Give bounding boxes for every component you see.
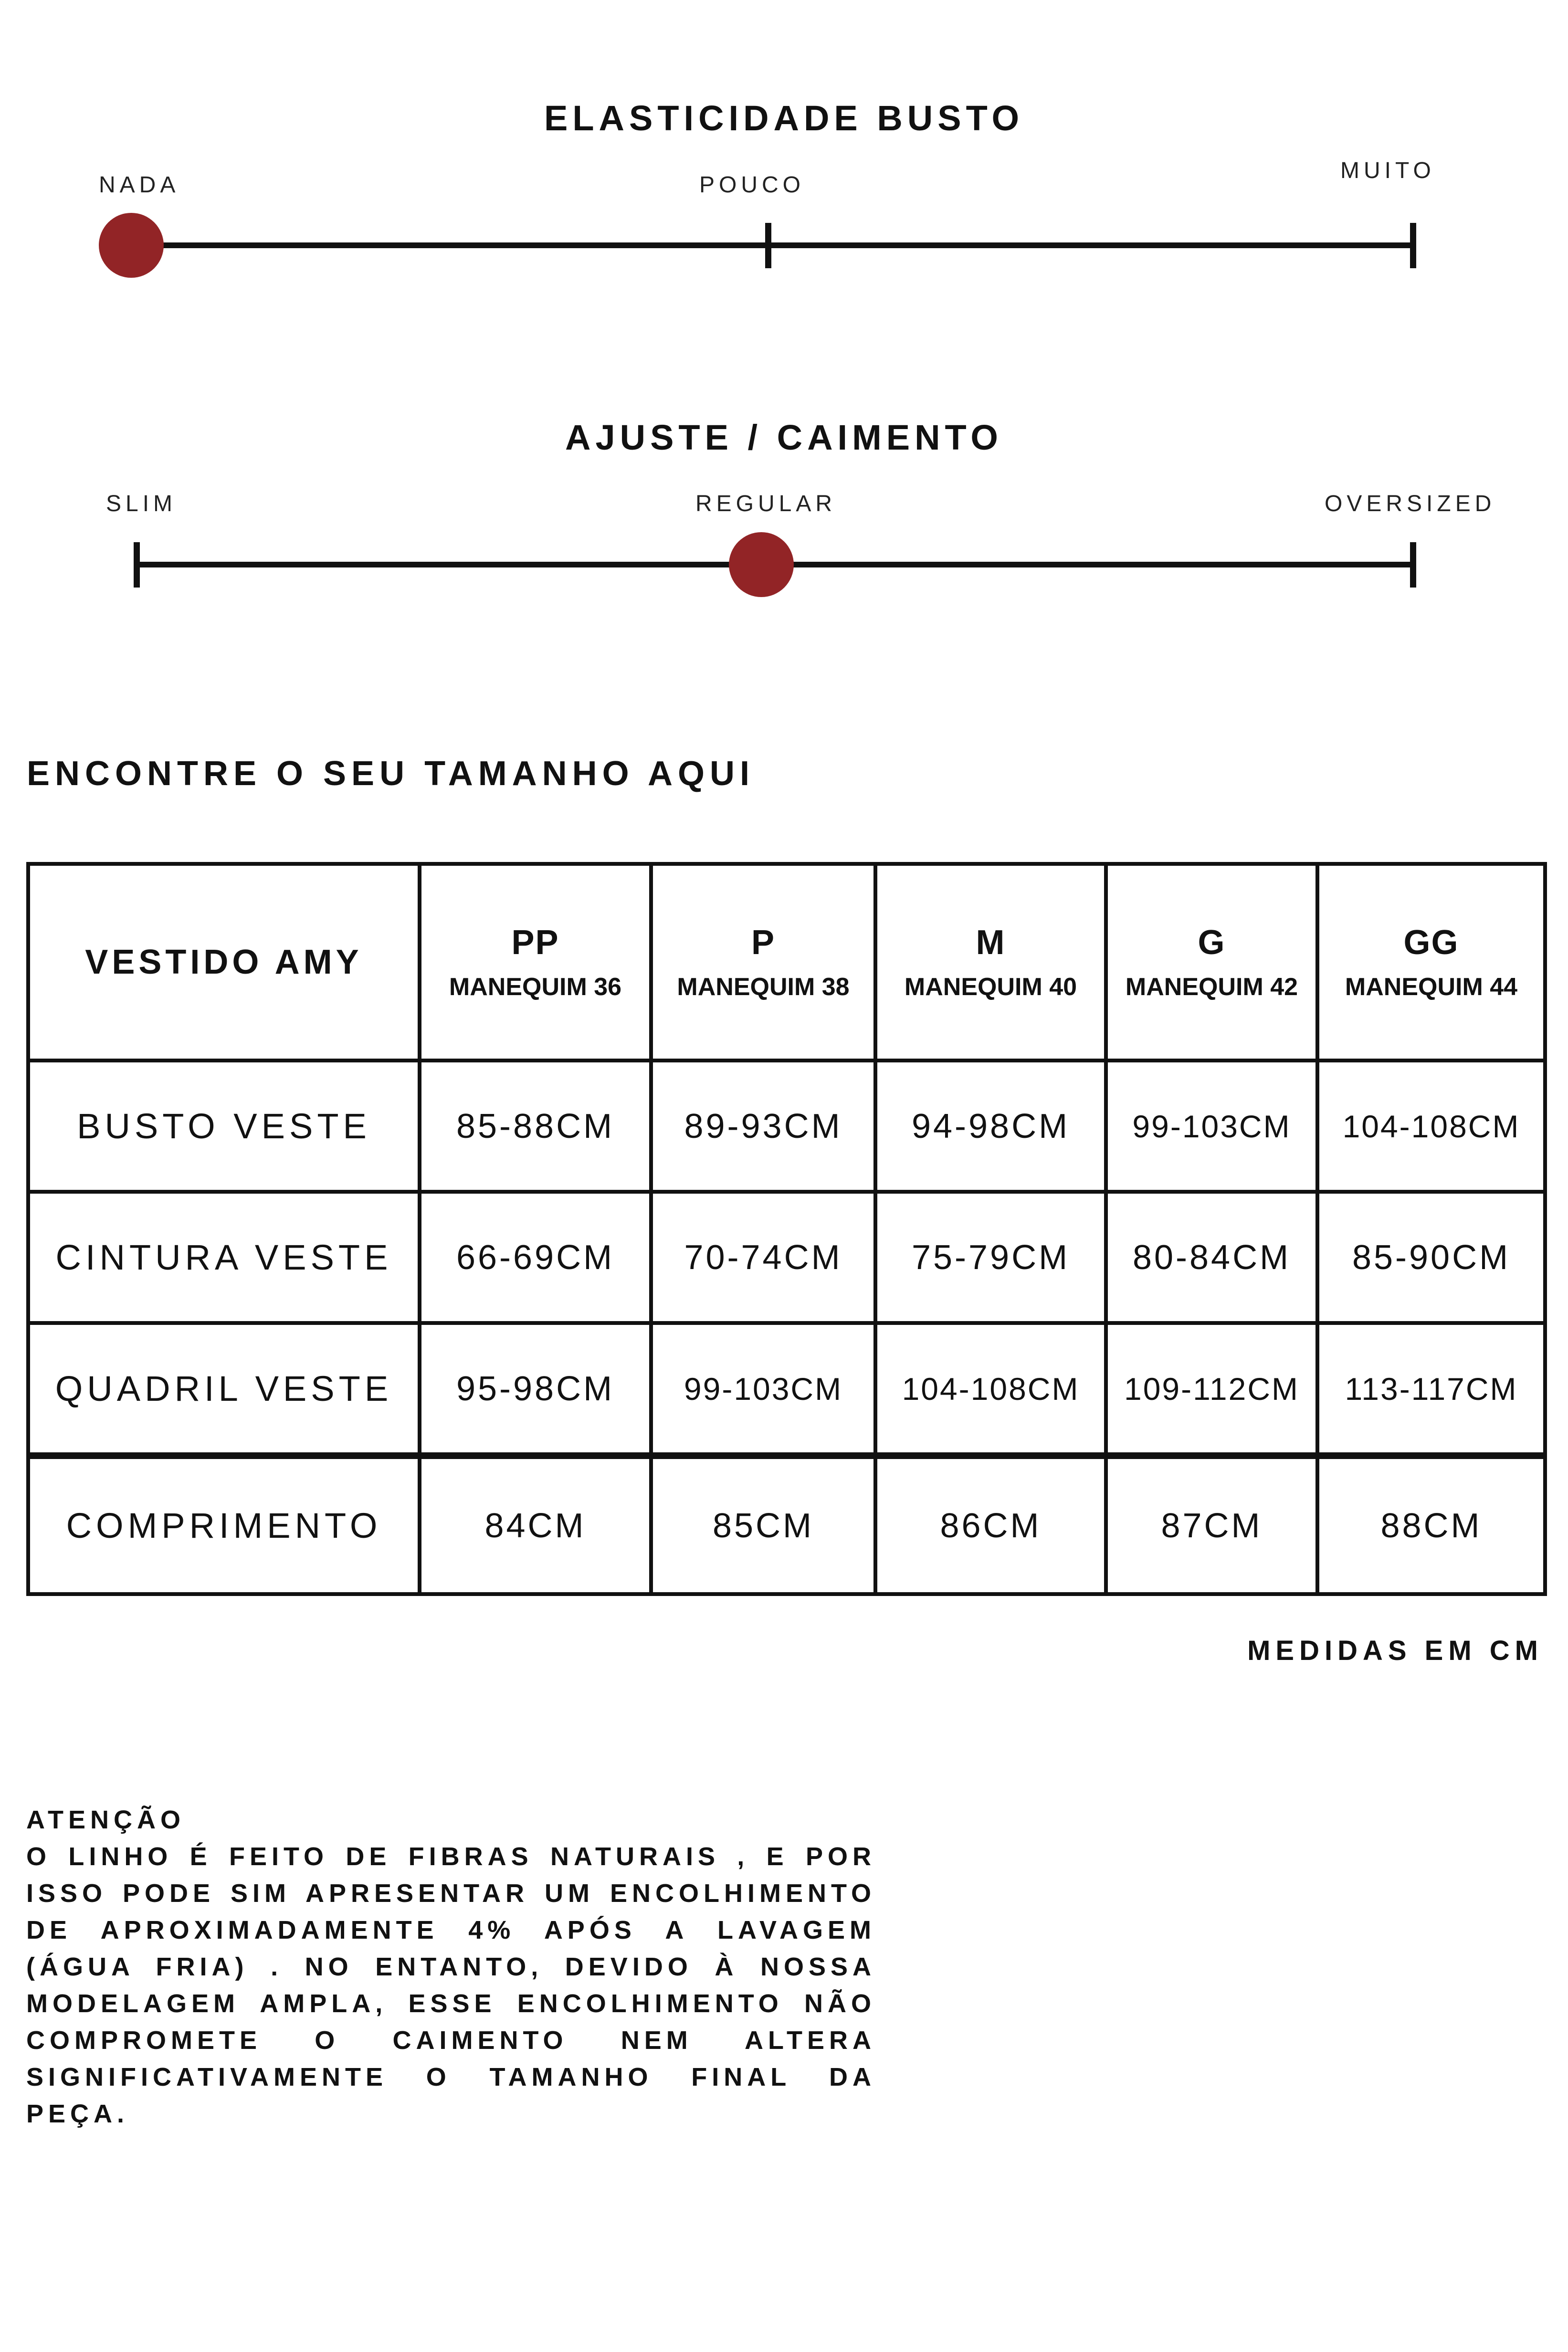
table-cell: 88CM	[1317, 1456, 1545, 1594]
table-cell: 104-108CM	[1317, 1060, 1545, 1192]
size-table	[26, 862, 1547, 1596]
fit-label-slim: SLIM	[106, 491, 177, 516]
elasticity-mid-tick	[765, 223, 771, 268]
table-cell: 85CM	[651, 1456, 875, 1594]
table-cell: 113-117CM	[1317, 1323, 1545, 1456]
elasticity-title: ELASTICIDADE BUSTO	[544, 98, 1024, 138]
row-label-quadril: QUADRIL VESTE	[28, 1323, 420, 1456]
attention-note	[26, 1802, 876, 2132]
table-cell: 70-74CM	[651, 1192, 875, 1323]
table-cell: 99-103CM	[651, 1323, 875, 1456]
fit-label-oversized: OVERSIZED	[1325, 491, 1496, 516]
size-header-gg: GG MANEQUIM 44	[1317, 864, 1545, 1060]
table-cell: 85-90CM	[1317, 1192, 1545, 1323]
elasticity-label-nada: NADA	[99, 172, 180, 198]
fit-end-tick	[1410, 542, 1416, 588]
size-header-m: M MANEQUIM 40	[875, 864, 1106, 1060]
table-row	[28, 1323, 1545, 1456]
row-label-comprimento: COMPRIMENTO	[28, 1456, 420, 1594]
fit-marker	[729, 532, 794, 597]
size-header-p: P MANEQUIM 38	[651, 864, 875, 1060]
table-header-row	[28, 864, 1545, 1060]
table-cell: 66-69CM	[420, 1192, 651, 1323]
size-header-g: G MANEQUIM 42	[1106, 864, 1317, 1060]
table-corner-label: VESTIDO AMY	[28, 864, 420, 1060]
elasticity-label-pouco: POUCO	[699, 172, 805, 198]
table-row	[28, 1192, 1545, 1323]
table-cell: 84CM	[420, 1456, 651, 1594]
table-cell: 86CM	[875, 1456, 1106, 1594]
fit-label-regular: REGULAR	[695, 491, 837, 516]
elasticity-label-muito: MUITO	[1340, 158, 1435, 183]
units-note: MEDIDAS EM CM	[1247, 1635, 1543, 1666]
table-cell: 109-112CM	[1106, 1323, 1317, 1456]
table-row	[28, 1060, 1545, 1192]
table-cell: 85-88CM	[420, 1060, 651, 1192]
table-cell: 89-93CM	[651, 1060, 875, 1192]
row-label-busto: BUSTO VESTE	[28, 1060, 420, 1192]
table-cell: 99-103CM	[1106, 1060, 1317, 1192]
elasticity-end-tick	[1410, 223, 1416, 268]
size-section-heading: ENCONTRE O SEU TAMANHO AQUI	[27, 755, 755, 793]
table-cell: 80-84CM	[1106, 1192, 1317, 1323]
attention-body: O LINHO É FEITO DE FIBRAS NATURAIS , E POR ISSO PODE SIM APRESENTAR UM ENCOLHIMENTO DE APROXIMADAMENTE 4% APÓS A LAVAGEM (ÁGUA FRIA) . NO ENTANTO, DEVIDO À NOSSA MODELAGEM AMPLA, ESSE ENCOLHIMENTO NÃO COMPROMETE O CAIMENTO NEM ALTERA SIGNIFICATIVAMENTE O TAMANHO FINAL DA PEÇA.	[26, 1842, 876, 2128]
elasticity-marker	[99, 213, 164, 278]
table-cell: 75-79CM	[875, 1192, 1106, 1323]
table-cell: 104-108CM	[875, 1323, 1106, 1456]
fit-title: AJUSTE / CAIMENTO	[565, 418, 1003, 457]
size-header-pp: PP MANEQUIM 36	[420, 864, 651, 1060]
elasticity-scale-line	[131, 242, 1416, 248]
row-label-cintura: CINTURA VESTE	[28, 1192, 420, 1323]
table-cell: 94-98CM	[875, 1060, 1106, 1192]
attention-title: ATENÇÃO	[26, 1806, 185, 1834]
table-row	[28, 1456, 1545, 1594]
table-cell: 95-98CM	[420, 1323, 651, 1456]
fit-start-tick	[134, 542, 140, 588]
table-cell: 87CM	[1106, 1456, 1317, 1594]
